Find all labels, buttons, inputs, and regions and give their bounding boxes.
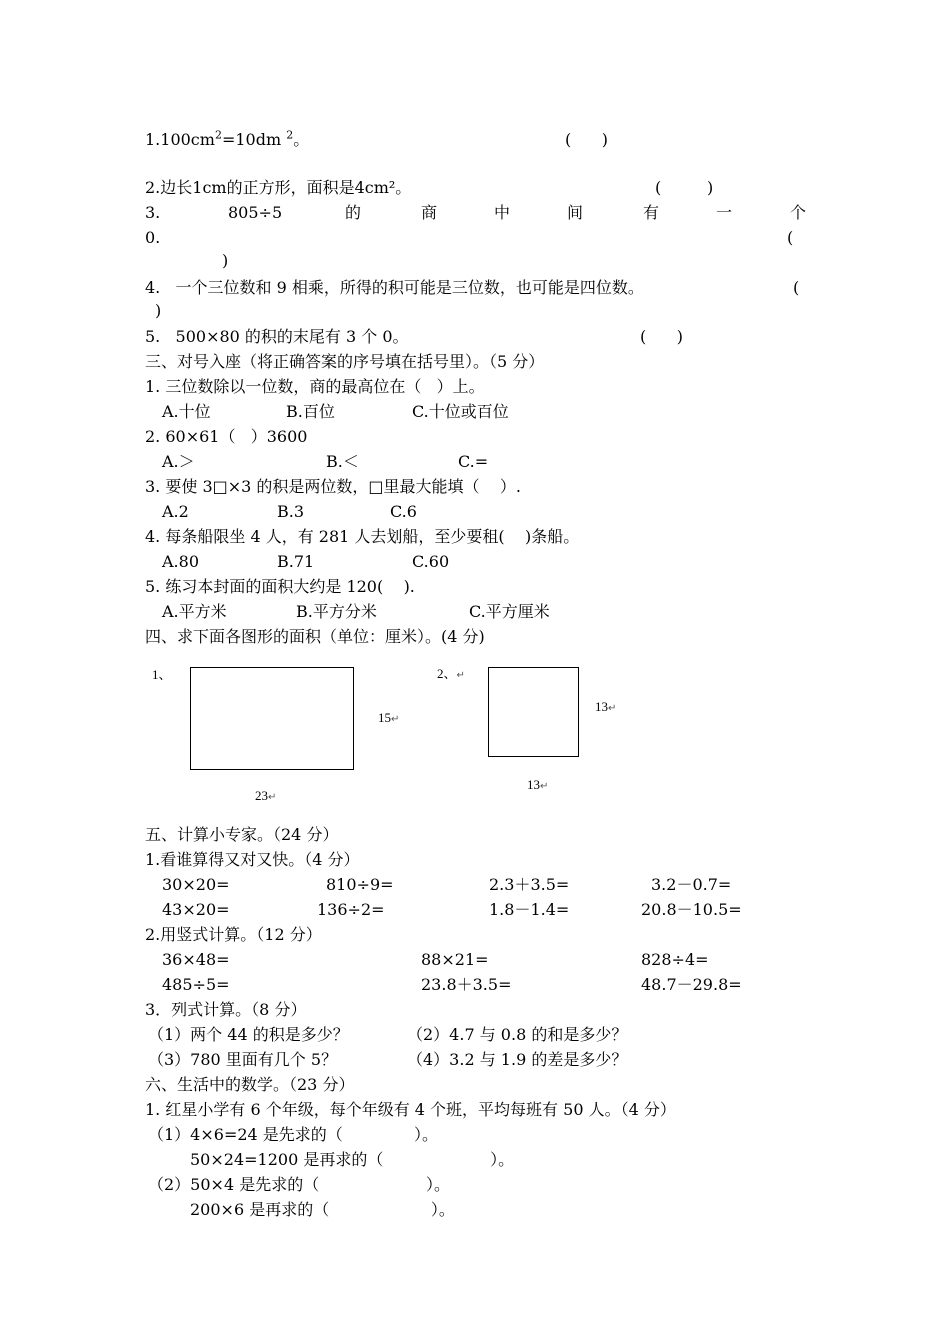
calc-s1-title: 1.看谁算得又对又快。（4 分） bbox=[145, 850, 360, 869]
calc-s3-title: 3．列式计算。（8 分） bbox=[145, 1000, 307, 1019]
life-line-1: （1）4×6=24 是先求的（ ）。 bbox=[148, 1125, 439, 1144]
figure-2-height-label: 13↵ bbox=[595, 699, 617, 714]
calc-item: （4）3.2 与 1.9 的差是多少？ bbox=[407, 1050, 628, 1069]
life-line-4: 200×6 是再求的（ ）。 bbox=[190, 1200, 455, 1219]
calc-item: 36×48= bbox=[162, 950, 230, 969]
judge-q4-paren-close[interactable]: ) bbox=[155, 301, 162, 320]
life-q1: 1. 红星小学有 6 个年级，每个年级有 4 个班，平均每班有 50 人。（4 分） bbox=[145, 1100, 676, 1119]
choice-q1-a: A.十位 bbox=[162, 402, 211, 421]
figure-2-square bbox=[488, 667, 579, 757]
judge-q4: 4. 一个三位数和 9 相乘，所得的积可能是三位数，也可能是四位数。 bbox=[145, 278, 644, 297]
judge-q3-word: 中 bbox=[494, 203, 511, 222]
judge-q2-paren[interactable]: ( ) bbox=[655, 178, 714, 197]
judge-q3-word: 805÷5 bbox=[228, 203, 283, 222]
judge-q5: 5. 500×80 的积的末尾有 3 个 0。 bbox=[145, 327, 409, 346]
judge-q1-paren[interactable]: ( ) bbox=[565, 130, 608, 149]
section-heading-area: 四、求下面各图形的面积（单位：厘米）。(4 分) bbox=[145, 627, 485, 646]
calc-s2-title: 2.用竖式计算。（12 分） bbox=[145, 925, 322, 944]
calc-item: 485÷5= bbox=[162, 975, 230, 994]
return-mark-icon: ↵ bbox=[608, 703, 617, 714]
calc-item: 43×20= bbox=[162, 900, 230, 919]
calc-item: 88×21= bbox=[421, 950, 489, 969]
section-heading-life: 六、生活中的数学。（23 分） bbox=[145, 1075, 355, 1094]
choice-q2: 2. 60×61（ ）3600 bbox=[145, 427, 308, 446]
figure-1-height-label: 15↵ bbox=[378, 710, 400, 725]
return-mark-icon: ↵ bbox=[456, 670, 465, 681]
figure-2-width-label: 13↵ bbox=[527, 777, 549, 792]
choice-q3: 3. 要使 3□×3 的积是两位数，□里最大能填（ ）. bbox=[145, 477, 521, 496]
calc-item: 20.8－10.5= bbox=[641, 900, 742, 919]
judge-q4-paren-open[interactable]: ( bbox=[793, 278, 800, 297]
calc-item: 1.8－1.4= bbox=[489, 900, 570, 919]
judge-q3-line2: 0. bbox=[145, 228, 161, 247]
calc-item: 136÷2= bbox=[317, 900, 385, 919]
section-heading-choice: 三、对号入座（将正确答案的序号填在括号里）。（5 分） bbox=[145, 352, 545, 371]
choice-q5-c: C.平方厘米 bbox=[469, 602, 550, 621]
calc-item: 3.2－0.7= bbox=[651, 875, 732, 894]
choice-q4-b: B.71 bbox=[277, 552, 315, 571]
choice-q2-c: C.= bbox=[458, 452, 489, 471]
choice-q3-c: C.6 bbox=[390, 502, 417, 521]
calc-item: 2.3＋3.5= bbox=[489, 875, 570, 894]
choice-q4: 4. 每条船限坐 4 人，有 281 人去划船，至少要租( )条船。 bbox=[145, 527, 580, 546]
calc-item: （1）两个 44 的积是多少？ bbox=[148, 1025, 349, 1044]
section-heading-calc: 五、计算小专家。（24 分） bbox=[145, 825, 339, 844]
calc-item: 30×20= bbox=[162, 875, 230, 894]
judge-q5-paren[interactable]: ( ) bbox=[640, 327, 683, 346]
calc-item: （2）4.7 与 0.8 的和是多少？ bbox=[407, 1025, 628, 1044]
choice-q2-a: A.＞ bbox=[162, 452, 195, 471]
judge-q3-word: 3. bbox=[145, 203, 161, 222]
choice-q3-b: B.3 bbox=[277, 502, 305, 521]
judge-q3-word: 的 bbox=[345, 203, 362, 222]
judge-q3-word: 个 bbox=[790, 203, 807, 222]
judge-q3-word: 有 bbox=[643, 203, 660, 222]
life-line-3: （2）50×4 是先求的（ ）。 bbox=[148, 1175, 451, 1194]
judge-q1: $1.100cm^2=10dm$ $^2$。 bbox=[145, 128, 310, 149]
calc-item: 810÷9= bbox=[326, 875, 394, 894]
return-mark-icon: ↵ bbox=[268, 792, 277, 803]
figure-2-number: 2、↵ bbox=[437, 666, 465, 681]
calc-item: 23.8＋3.5= bbox=[421, 975, 512, 994]
figure-1-number: 1、 bbox=[152, 667, 172, 682]
choice-q4-a: A.80 bbox=[162, 552, 199, 571]
return-mark-icon: ↵ bbox=[391, 714, 400, 725]
calc-item: 828÷4= bbox=[641, 950, 709, 969]
calc-item: 48.7－29.8= bbox=[641, 975, 742, 994]
judge-q3-word: 一 bbox=[716, 203, 733, 222]
choice-q1-b: B.百位 bbox=[286, 402, 335, 421]
choice-q1: 1. 三位数除以一位数，商的最高位在（ ）上。 bbox=[145, 377, 485, 396]
judge-q3-word: 商 bbox=[421, 203, 438, 222]
judge-q3-paren-open[interactable]: ( bbox=[787, 228, 794, 247]
figure-1-width-label: 23↵ bbox=[255, 788, 277, 803]
life-line-2: 50×24=1200 是再求的（ ）。 bbox=[190, 1150, 515, 1169]
choice-q5-a: A.平方米 bbox=[162, 602, 227, 621]
choice-q5: 5. 练习本封面的面积大约是 120( ). bbox=[145, 577, 415, 596]
choice-q4-c: C.60 bbox=[412, 552, 450, 571]
choice-q5-b: B.平方分米 bbox=[296, 602, 377, 621]
judge-q3-paren-close[interactable]: ) bbox=[222, 251, 229, 270]
judge-q2: 2.边长1cm的正方形，面积是4cm²。 bbox=[145, 178, 412, 197]
judge-q3-word: 间 bbox=[567, 203, 584, 222]
choice-q1-c: C.十位或百位 bbox=[412, 402, 509, 421]
choice-q2-b: B.＜ bbox=[326, 452, 359, 471]
return-mark-icon: ↵ bbox=[540, 781, 549, 792]
figure-1-rectangle bbox=[190, 667, 354, 770]
choice-q3-a: A.2 bbox=[162, 502, 189, 521]
calc-item: （3）780 里面有几个 5？ bbox=[148, 1050, 338, 1069]
